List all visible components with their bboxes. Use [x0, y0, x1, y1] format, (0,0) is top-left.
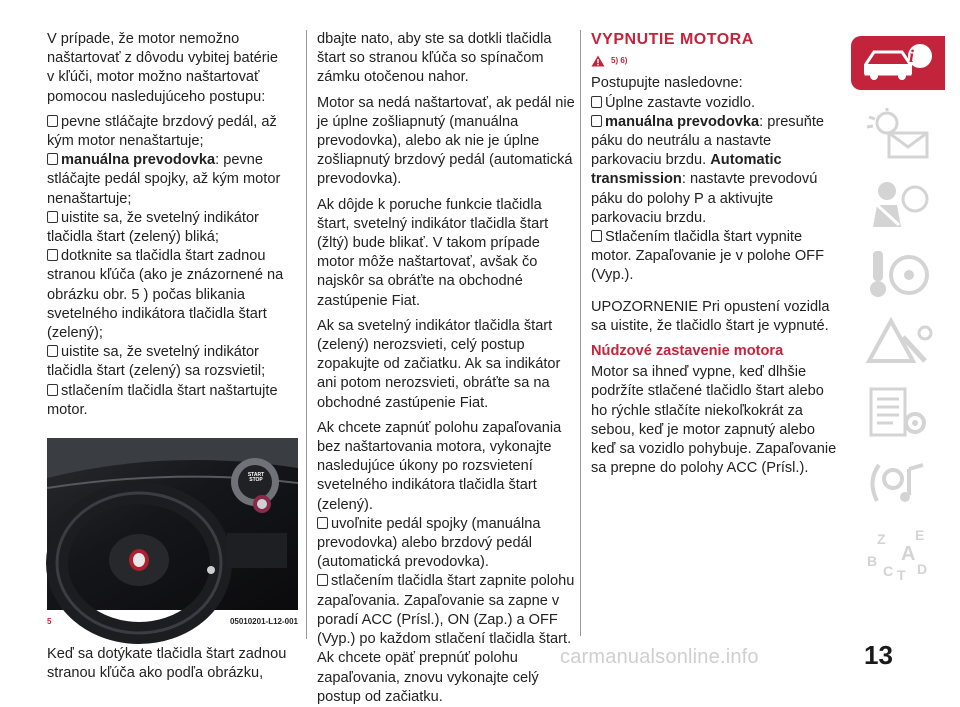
checkbox-icon	[47, 249, 58, 261]
checkbox-icon	[317, 574, 328, 586]
chapter-sidebar	[851, 36, 945, 596]
figure-code: 05010201-L12-001	[229, 617, 298, 627]
figure-number: 5	[47, 617, 52, 627]
index-letter: A	[901, 543, 916, 565]
column-divider	[306, 30, 307, 639]
paragraph-key-orientation: dbajte nato, aby ste sa dotkli tlačidla štart so stranou kľúča so spínačom zámku otočenou nahor.	[317, 31, 552, 86]
bullet-start-engine: stlačením tlačidla štart naštartujte motor.	[47, 382, 278, 418]
dashboard-illustration	[47, 438, 298, 610]
checkbox-icon	[591, 96, 602, 108]
column-divider	[580, 30, 581, 636]
column-1	[47, 30, 298, 690]
checkbox-icon	[47, 153, 58, 165]
paragraph-malfunction: Ak dôjde k poruche funkcie tlačidla štart, svetelný indikátor tlačidla štart (žltý) bude blikať. V takom prípade motor môže naštartovať, avšak čo najskôr sa obráťte na obchodné zastúpenie Fiat.	[317, 196, 549, 309]
index-letter: T	[897, 567, 906, 583]
car-info-icon	[858, 40, 938, 86]
bullet-indicator-blinks: uistite sa, že svetelný indikátor tlačidla štart (zelený) bliká;	[47, 209, 259, 246]
tab-safety[interactable]	[851, 176, 945, 230]
bullet-brake: pevne stláčajte brzdový pedál, až kým motor nenaštartuje;	[47, 113, 277, 150]
bullet-ignition-cycle: stlačením tlačidla štart zapnite polohu zapaľovania. Zapaľovanie sa zapne v poradí ACC (Prísl.), ON (Zap.) a OFF (Vyp.) po každom stlačení tlačidla štart. Ak chcete opäť prepnúť polohu zapaľovania, znovu vykonajte celý postup od začiatku.	[317, 573, 575, 705]
bullet-manual: manuálna prevodovka: pevne stláčajte pedál spojky, až kým motor nenaštartuje;	[47, 152, 281, 207]
column-2	[317, 30, 575, 707]
checkbox-icon	[47, 115, 58, 127]
index-letter: B	[867, 553, 878, 569]
tab-car-info[interactable]	[851, 36, 945, 90]
bullet-indicator-lit: uistite sa, že svetelný indikátor tlačidla štart (zelený) sa rozsvietil;	[47, 344, 266, 380]
warning-tools-icon	[863, 317, 933, 369]
warning-references	[591, 51, 843, 70]
lights-envelope-icon	[863, 107, 933, 159]
after-figure-paragraph: Keď sa dotýkate tlačidla štart zadnou stranou kľúča ako podľa obrázku,	[47, 646, 287, 682]
checkbox-icon	[317, 517, 328, 529]
emergency-stop-paragraph: Motor sa ihneď vypne, keď dlhšie podržíte stlačené tlačidlo štart alebo ho rýchle stlačíte niekoľkokrát za sebou, keď je motor zapnutý alebo keď sa vozidlo pohybuje. Zapaľovanie sa prepne do polohy ACC (Prísl.).	[591, 364, 837, 477]
index-letter: E	[915, 527, 925, 543]
bullet-touch-key: dotknite sa tlačidla štart zadnou stranou kľúča (ako je znázornené na obrázku obr. 5 ) počas blikania svetelného indikátora tlačidla štart (zelený);	[47, 248, 284, 342]
tab-maintenance[interactable]	[851, 386, 945, 440]
checkbox-icon	[591, 230, 602, 242]
tab-emergency[interactable]	[851, 316, 945, 370]
checkbox-icon	[47, 345, 58, 357]
multimedia-icon	[863, 457, 933, 509]
alphabet-index-icon	[863, 524, 933, 582]
seatbelt-airbag-icon	[863, 177, 933, 229]
section-title: VYPNUTIE MOTORA	[591, 31, 754, 48]
checkbox-icon	[47, 384, 58, 396]
tab-starting-driving[interactable]	[851, 246, 945, 300]
procedure-intro: Postupujte nasledovne:	[591, 75, 743, 92]
info-glyph: i	[909, 46, 915, 66]
tab-index[interactable]	[851, 526, 945, 583]
tab-lights-messages[interactable]	[851, 106, 945, 160]
watermark: carmanualsonline.info	[560, 646, 759, 668]
subsection-title: Núdzové zastavenie motora	[591, 343, 784, 360]
warning-triangle-icon	[591, 55, 605, 67]
start-button-label: START STOP	[247, 472, 265, 484]
bullet-stop-engine: Stlačením tlačidla štart vypnite motor. Zapaľovanie je v polohe OFF (Vyp.).	[591, 229, 825, 284]
paragraph-pedal-note: Motor sa nedá naštartovať, ak pedál nie je úplne zošliapnutý (manuálna prevodovka), alebo ak nie je úplne zošliapnutý brzdový pedál (automatická prevodovka).	[317, 94, 575, 188]
tab-multimedia[interactable]	[851, 456, 945, 510]
paragraph-not-lit: Ak sa svetelný indikátor tlačidla štart (zelený) nerozsvieti, celý postup zopakujte od začiatku. Ak sa indikátor ani potom nerozsvieti, obráťte sa na obchodné zastúpenie Fiat.	[317, 317, 561, 411]
bullet-stop-vehicle: Úplne zastavte vozidlo.	[591, 94, 843, 113]
bullet-transmission: manuálna prevodovka: presuňte páku do neutrálu a nastavte parkovaciu brzdu. Automatic transmission: nastavte prevodovú páku do polohy P a aktivujte parkovaciu brzdu.	[591, 113, 825, 226]
start-button-photo	[47, 438, 298, 610]
key-steering-wheel-icon	[863, 247, 933, 299]
checkbox-icon	[47, 211, 58, 223]
index-letter: Z	[877, 531, 886, 547]
index-letter: C	[883, 563, 894, 579]
index-letter: D	[917, 561, 928, 577]
checkbox-icon	[591, 115, 602, 127]
bullet-release-pedal: uvoľnite pedál spojky (manuálna prevodovka) alebo brzdový pedál (automatická prevodovka).	[317, 515, 541, 571]
checklist-gear-icon	[863, 387, 933, 439]
footnote-refs: 5) 6)	[611, 56, 628, 66]
caution-note: UPOZORNENIE Pri opustení vozidla sa uistite, že tlačidlo štart je vypnuté.	[591, 298, 830, 334]
intro-paragraph: V prípade, že motor nemožno naštartovať z dôvodu vybitej batérie v kľúči, motor možno naštartovať pomocou nasledujúceho postupu:	[47, 31, 278, 105]
paragraph-ignition-only: Ak chcete zapnúť polohu zapaľovania bez naštartovania motora, vykonajte nasledujúce úkony po rozsvietení svetelného indikátora tlačidla štart (zelený).	[317, 419, 562, 513]
column-3	[591, 30, 843, 484]
page-number: 13	[864, 640, 893, 670]
